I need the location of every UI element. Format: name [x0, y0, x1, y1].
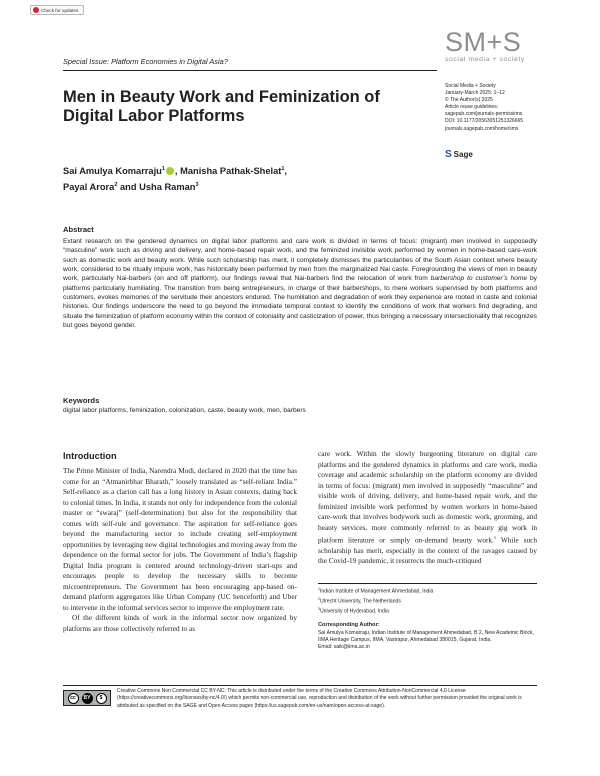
license-statement: Creative Commons Non Commercial CC BY-NC: This article is distributed under the terms of the Creative Commons Attribution-NonCommercial 4.0 License (https://creativecommons.org/licenses/by-nc/4.0/) which permits non-commercial use, reproduction and distribution of the work without further permission provided the original work is attributed as specified on the SAGE and Open Access pages (https://us.sagepub.com/en-us/nam/open-access-at-sage). — [117, 688, 522, 709]
corresponding-author-details — [318, 630, 537, 651]
intro-paragraph-continued — [318, 449, 537, 567]
sage-icon: S — [445, 149, 452, 160]
author-name: Sai Amulya Komarraju — [63, 166, 162, 177]
body-column-right — [318, 449, 537, 579]
corresponding-author-address: Sai Amulya Komarraju, Indian Institute of Management Ahmedabad, B 2, New Academic Block, IIMA Heritage Campus, IIMA, Vastrapur, Ahmedabad 380015, Gujarat, India. — [318, 630, 535, 644]
author-name: Usha Raman — [139, 182, 196, 193]
author-name: Payal Arora — [63, 182, 115, 193]
header-rule — [63, 70, 437, 71]
introduction-heading: Introduction — [63, 451, 117, 461]
affiliation-number: 3 — [318, 606, 320, 611]
author-name: Manisha Pathak-Shelat — [180, 166, 282, 177]
publisher-logo — [445, 149, 473, 160]
journal-name: Social Media + Society — [445, 83, 496, 89]
journal-logo-subtitle: social media + society — [445, 56, 525, 63]
affiliation-text: Utrecht University, The Netherlands — [319, 598, 401, 605]
corresponding-author-email[interactable]: Email: saik@iima.ac.in — [318, 644, 370, 651]
publisher-name: Sage — [453, 150, 473, 159]
body-column-left — [63, 466, 297, 634]
attribution-icon: BY — [82, 693, 93, 704]
affiliation-item — [318, 596, 537, 606]
affiliation-text: University of Hyderabad, India — [319, 608, 389, 615]
journal-home-link[interactable]: journals.sagepub.com/home/sms — [445, 125, 519, 132]
affiliations — [318, 586, 537, 615]
permissions-link[interactable]: sagepub.com/journals-permissions — [445, 111, 523, 118]
affiliation-item — [318, 586, 537, 596]
footnote-rule — [318, 583, 537, 584]
affiliation-text: Indian Institute of Management Ahmedabad, India — [319, 588, 434, 595]
license-rule — [63, 685, 537, 686]
abstract-italic: barbershop to customer’s home — [430, 275, 528, 283]
affiliation-item — [318, 606, 537, 616]
journal-info — [445, 83, 565, 133]
author-list: Sai Amulya Komarraju$^1$ , Manisha Pathak-Shelat$^1$, Payal Arora$^2$ and Usha Raman$^3$ — [63, 166, 288, 193]
affiliation-number: 1 — [318, 587, 320, 591]
intro-paragraph-1: The Prime Minister of India, Narendra Modi, declared in 2020 that the time has come for an “Atmanirbhar Bharath,” loosely translated as “self-reliant India.” Self-reliance as a clarion call has a long history in Asian contexts, dating back to colonial times. In India, it stands not only for independence from the colonial master or “swaraj” (self-determination) but also for the responsibility that comes with self-rule and governance. The aspiration for self-reliance goes beyond the manufacturing sector to include creating self-employment opportunities by leveraging new digital technologies and moving away from the dependence on the formal sector for jobs. The Government of India’s flagship Digital India program is centered around technology-driven start-ups and encourages people to develop the necessary skills to become microentrepreneurs. The Government has been encouraging app-based on-demand platform aggregators like Urban Company (UC henceforth) and Uber to intervene in the informal services sector to improve the employment rate. — [63, 466, 297, 612]
abstract-text — [63, 237, 537, 330]
copyright: © The Author(s) 2025 — [445, 97, 493, 104]
affiliation-mark: 1 — [161, 166, 165, 172]
footnote-ref[interactable]: 1 — [493, 535, 497, 540]
intro-paragraph-2: Of the different kinds of work in the informal sector now organized by platforms are those collectively referred to as — [63, 613, 297, 633]
check-for-updates-button[interactable] — [30, 5, 84, 15]
keywords-heading: Keywords — [63, 396, 100, 405]
journal-logo-mark: SM+S — [445, 27, 522, 57]
keywords-text: digital labor platforms, feminization, colonization, caste, beauty work, men, barbers — [63, 407, 306, 414]
affiliation-mark: 3 — [195, 182, 199, 189]
affiliation-number: 2 — [318, 596, 320, 601]
cc-icon: cc — [68, 693, 79, 704]
article-title: Men in Beauty Work and Feminization of Digital Labor Platforms — [63, 88, 380, 125]
intro-continued-text: care work. Within the slowly burgeoning literature on digital care platforms and the gendered dynamics in platforms and care work, media coverage and academic scholarship on the platform economy are divided in terms of focus: (migrant) men involved in supposedly “masculine” and visible work of driving, delivery, and home-based repair work, and the feminized invisible work performed by women workers in home-based care-work that involves bodywork such as domestic work, grooming, and beauty services, more commonly referred to as beauty gig work in platform literature or simply on-demand beauty work. — [318, 449, 537, 545]
affiliation-mark: 1 — [281, 166, 285, 172]
abstract-part-1: Extant research on the gendered dynamics on digital labor platforms and care work is divided in terms of focus: (migrant) men involved in supposedly “masculine” work such as driving and delivery, and home-based repair work, and the feminized invisible work performed by women in home-based care-work such as domestic work and beauty work. While such scholarship has merit, it completely dismisses the particularities of the South Asian context where beauty work, considered to be ritually impure work, has historically been performed by men from the marginalized Nai caste. Foregrounding the views of men in beauty work, particularly Nai-barbers (on and off platform), our findings reveal that Nai-barbers find the relocation of work from — [63, 238, 537, 283]
check-updates-label: Check for updates — [41, 7, 79, 13]
author-conjunction: and — [120, 182, 137, 193]
orcid-icon[interactable] — [166, 167, 174, 175]
reuse-label: Article reuse guidelines: — [445, 104, 499, 111]
check-updates-icon — [33, 7, 39, 13]
intro-continued-text-2: While such scholarship has merit, especially in the context of the ravages caused by the Covid-19 pandemic, it resurrects the much-critiqued — [318, 535, 537, 566]
abstract-part-2: by platforms particularly humiliating. The transition from being entrepreneurs, in charge of their barbershops, to mere workers supervised by both platforms and customers, evokes memories of the servitude their ancestors endured. The humiliation and degradation of work they experience are rooted in caste and colonial histories. Our findings underscore the need to go beyond the immediate temporal context to identify the conditions of work that workers find degrading, and situate the feminization of platform economy within the context of coloniality and casticization of power, thus bringing a necessary intersectionality that recognizes but goes beyond gender. — [63, 275, 537, 330]
corresponding-author-heading: Corresponding Author: — [318, 622, 380, 628]
journal-issue: January-March 2025: 1–12 — [445, 90, 505, 97]
affiliation-mark: 2 — [114, 182, 118, 189]
doi[interactable]: DOI: 10.1177/20563051251326665 — [445, 118, 524, 125]
license-text — [63, 688, 537, 710]
journal-logo — [445, 28, 549, 64]
abstract-heading: Abstract — [63, 225, 94, 234]
noncommercial-icon: $ — [96, 693, 107, 704]
special-issue-label: Special Issue: Platform Economies in Digital Asia? — [63, 57, 228, 66]
